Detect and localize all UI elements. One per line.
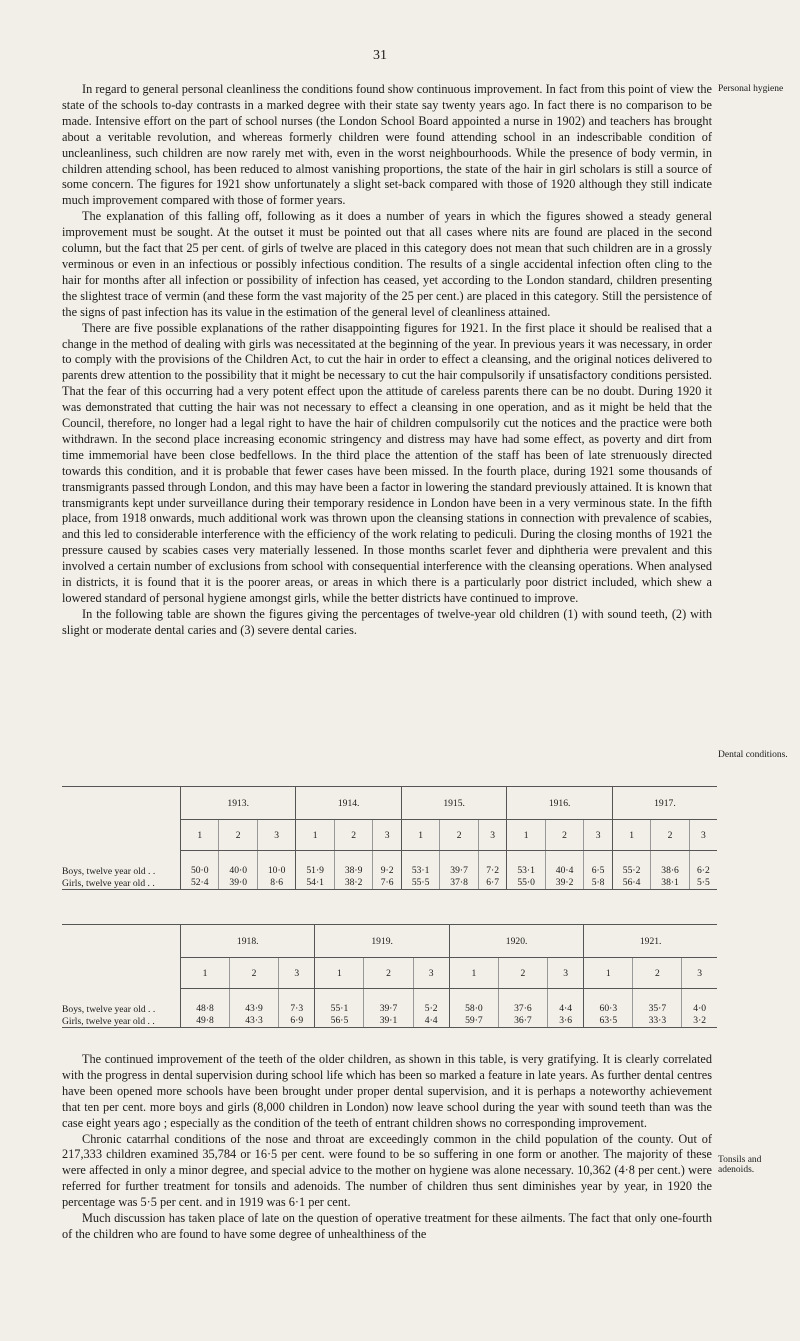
table-cell: 37·8	[440, 877, 478, 890]
table-cell: 38·2	[334, 877, 372, 890]
table-cell: 54·1	[296, 877, 334, 890]
dental-table-1913-1917	[62, 786, 717, 890]
paragraph-dental-improvement: The continued improvement of the teeth of the older children, as shown in this table, is very gratifying. It is clearly correlated with the progress in dental supervision during school life which has been so marked a feature in late years. As further dental centres have been opened more schools have been brought under proper dental supervision, and it is perhaps a noteworthy achievement that ten per cent. more boys and girls (8,000 children in London) now leave school during the year with sound teeth than was the case eight years ago ; especially as the condition of the teeth of entrant children shows no corresponding improvement.	[62, 1052, 712, 1130]
row-label: Boys, twelve year old . .	[62, 865, 156, 877]
table-cell: 58·0	[449, 1003, 498, 1015]
table-cell: 7·2	[478, 865, 507, 877]
table-cell: 6·5	[584, 865, 613, 877]
page-number: 31	[373, 48, 387, 63]
column-header: 3	[547, 958, 583, 989]
table-cell: 50·0	[181, 865, 219, 877]
paragraph-catarrhal-conditions: Chronic catarrhal conditions of the nose and throat are exceedingly common in the child population of the county. Out of 217,333 children examined 35,784 or 16·5 per cent. were found to be so suffering in one form or another. The majority of these were affected in only a minor degree, and special advice to the mother on hygiene was alone necessary. 10,362 (4·8 per cent.) were referred for further treatment for tonsils and adenoids. The number of children thus sent diminishes year by year, in 1920 the percentage was 5·5 per cent. and in 1919 was 6·1 per cent.	[62, 1131, 712, 1210]
table-cell: 38·9	[334, 865, 372, 877]
table-cell: 38·1	[651, 877, 689, 890]
column-header: 1	[449, 958, 498, 989]
table-cell: 4·4	[547, 1003, 583, 1015]
column-header: 2	[364, 958, 413, 989]
table-row	[62, 865, 717, 877]
table-cell: 55·0	[507, 877, 545, 890]
year-header: 1913.	[181, 787, 296, 820]
table-cell: 40·0	[219, 865, 257, 877]
year-header: 1918.	[181, 925, 315, 958]
column-header: 1	[315, 958, 364, 989]
year-header: 1917.	[612, 787, 717, 820]
margin-note-personal-hygiene: Personal hygiene	[718, 84, 784, 94]
table-row	[62, 1015, 717, 1028]
table-cell: 39·1	[364, 1015, 413, 1028]
paragraph-personal-hygiene: In regard to general personal cleanliness the conditions found show continuous improvement. In fact from this point of view the state of the schools to-day contrasts in a marked degree with their state say twenty years ago. In fact there is no comparison to be made. Intensive effort on the part of school nurses (the London School Board appointed a nurse in 1902) and teachers has brought about a veritable revolution, and whereas formerly children were found attending school in an indescribable condition of uncleanliness, such children are now rarely met with, even in the worst neighbourhoods. While the presence of body vermin, in children attending school, has been reduced to almost vanishing proportions, the state of the hair in girl scholars is still a source of some concern. The figures for 1921 show unfortunately a slight set-back compared with those of 1920 although they still indicate much improvement compared with those of former years.	[62, 82, 712, 208]
column-header: 2	[545, 820, 583, 851]
column-header: 1	[181, 958, 230, 989]
year-header: 1921.	[584, 925, 717, 958]
table-cell: 5·5	[689, 877, 717, 890]
table-cell: 39·7	[440, 865, 478, 877]
column-header: 3	[682, 958, 717, 989]
row-label: Boys, twelve year old . .	[62, 1003, 156, 1015]
table-cell: 48·8	[181, 1003, 230, 1015]
table-cell: 6·9	[279, 1015, 315, 1028]
table-cell: 59·7	[449, 1015, 498, 1028]
table-cell: 9·2	[373, 865, 402, 877]
table-cell: 38·6	[651, 865, 689, 877]
table-cell: 5·8	[584, 877, 613, 890]
table-cell: 52·4	[181, 877, 219, 890]
year-header: 1914.	[296, 787, 401, 820]
body-section-2	[62, 1052, 712, 1243]
column-header: 1	[584, 958, 633, 989]
row-label: Girls, twelve year old . .	[62, 877, 181, 890]
table-cell: 55·5	[401, 877, 439, 890]
paragraph-five-explanations: There are five possible explanations of the rather disappointing figures for 1921. In the first place it should be realised that a change in the method of dealing with girls was necessitated at the beginning of the year. In previous years it was necessary, in order to comply with the provisions of the Children Act, to cut the hair in order to effect a cleansing, and the original notices delivered to parents drew attention to the possibility that it might be necessary to cut the hair compulsorily if unsatisfactory conditions persisted. That the fear of this occurring had a very potent effect upon the attitude of careless parents there can be no doubt. During 1920 it was demonstrated that cutting the hair was not necessary to effect a cleansing in one operation, and as it might be held that the Council, therefore, no longer had a legal right to have the hair of children compulsorily cut the notices and the practice were both withdrawn. In the second place increasing economic stringency and distress may have had some effect, as poverty and dirt from time immemorial have been close bedfellows. In the third place the attention of the staff has been of late strenuously directed towards this condition, and it is probable that fewer cases have been missed. In the fourth place, during 1921 some thousands of transmigrants passed through London, and this may have been a factor in lowering the standard previously attained. It is known that transmigrants kept under surveillance during their temporary residence in London have been in a very verminous state. In the fifth place, from 1918 onwards, much additional work was thrown upon the cleansing stations in connection with prevalence of scabies, and this led to considerable interference with the efficiency of the work relating to pediculi. During the closing months of 1921 the pressure caused by scabies cases very materially lessened. In those months scarlet fever and diphtheria were prevalent and this involved a certain number of exclusions from school with consequential interference with the cleansing operations. When analysed in districts, it is found that it is the poorer areas, or areas in which there is a particularly poor district included, which shew a lowered standard of personal hygiene amongst girls, while the better districts have continued to improve.	[62, 320, 712, 605]
table-cell: 8·6	[257, 877, 295, 890]
column-header: 2	[440, 820, 478, 851]
table-cell: 53·1	[507, 865, 545, 877]
table-cell: 4·0	[682, 1003, 717, 1015]
column-header: 1	[612, 820, 650, 851]
table-cell: 56·4	[612, 877, 650, 890]
year-header: 1916.	[507, 787, 612, 820]
table-cell: 3·6	[547, 1015, 583, 1028]
year-header: 1920.	[449, 925, 583, 958]
column-header: 2	[334, 820, 372, 851]
table-cell: 51·9	[296, 865, 334, 877]
table-cell: 56·5	[315, 1015, 364, 1028]
column-header: 1	[181, 820, 219, 851]
column-header: 3	[413, 958, 449, 989]
table-cell: 4·4	[413, 1015, 449, 1028]
column-header: 1	[401, 820, 439, 851]
column-header: 3	[373, 820, 402, 851]
column-header: 2	[633, 958, 682, 989]
table-cell: 55·2	[612, 865, 650, 877]
table-cell: 63·5	[584, 1015, 633, 1028]
table-cell: 33·3	[633, 1015, 682, 1028]
table-cell: 39·7	[364, 1003, 413, 1015]
table-cell: 5·2	[413, 1003, 449, 1015]
table-cell: 40·4	[545, 865, 583, 877]
table-cell: 49·8	[181, 1015, 230, 1028]
table-cell: 35·7	[633, 1003, 682, 1015]
dental-table-1918-1921	[62, 924, 717, 1028]
margin-note-dental-conditions: Dental conditions.	[718, 750, 788, 760]
table-cell: 55·1	[315, 1003, 364, 1015]
table-cell: 36·7	[498, 1015, 547, 1028]
table-cell: 43·9	[230, 1003, 279, 1015]
column-header: 3	[257, 820, 295, 851]
table-cell: 6·7	[478, 877, 507, 890]
table-cell: 60·3	[584, 1003, 633, 1015]
column-header: 2	[651, 820, 689, 851]
column-header: 1	[507, 820, 545, 851]
column-header: 3	[584, 820, 613, 851]
year-header: 1915.	[401, 787, 506, 820]
margin-note-tonsils-adenoids: Tonsils and adenoids.	[718, 1155, 762, 1175]
column-header: 3	[689, 820, 717, 851]
table-cell: 7·3	[279, 1003, 315, 1015]
paragraph-explanation: The explanation of this falling off, following as it does a number of years in which the figures showed a steady general improvement must be sought. At the outset it must be pointed out that all cases where nits are found are placed in the second column, but the fact that 25 per cent. of girls of twelve are placed in this category does not mean that such children are in a grossly verminous or even in an infectious or possibly infectious condition. The results of a single accidental infection often cling to the hair for months after all infection or possibility of infection has ceased, yet according to the London standard, children presenting the slightest trace of vermin (and these form the vast majority of the 25 per cent.) are placed in this category. Still the persistence of the signs of past infection has its value in the estimation of the general level of cleanliness attained.	[62, 209, 712, 319]
column-header: 3	[279, 958, 315, 989]
column-header: 2	[230, 958, 279, 989]
table-cell: 6·2	[689, 865, 717, 877]
table-cell: 37·6	[498, 1003, 547, 1015]
body-section-1	[62, 82, 712, 639]
table-cell: 53·1	[401, 865, 439, 877]
year-header: 1919.	[315, 925, 449, 958]
table-cell: 39·0	[219, 877, 257, 890]
column-header: 1	[296, 820, 334, 851]
column-header: 2	[219, 820, 257, 851]
table-row	[62, 1003, 717, 1015]
table-cell: 3·2	[682, 1015, 717, 1028]
row-label: Girls, twelve year old . .	[62, 1015, 181, 1028]
table-cell: 10·0	[257, 865, 295, 877]
column-header: 2	[498, 958, 547, 989]
paragraph-dental-intro: In the following table are shown the figures giving the percentages of twelve-year old children (1) with sound teeth, (2) with slight or moderate dental caries and (3) severe dental caries.	[62, 606, 712, 637]
column-header: 3	[478, 820, 507, 851]
table-cell: 39·2	[545, 877, 583, 890]
table-cell: 43·3	[230, 1015, 279, 1028]
paragraph-operative-treatment: Much discussion has taken place of late on the question of operative treatment for these ailments. The fact that only one-fourth of the children who are found to have some degree of unhealthiness of the	[62, 1211, 712, 1241]
table-row	[62, 877, 717, 890]
table-cell: 7·6	[373, 877, 402, 890]
